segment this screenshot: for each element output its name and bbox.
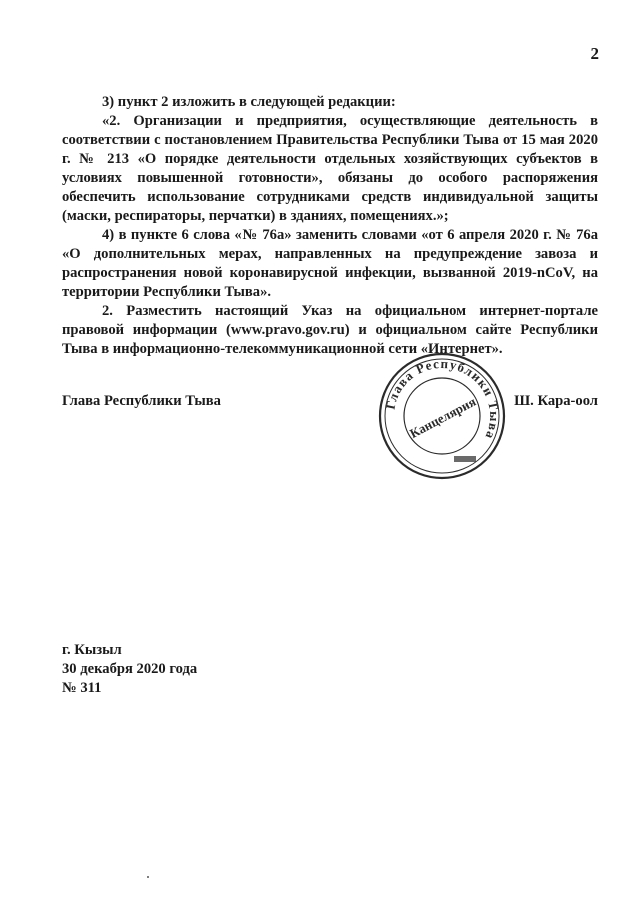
paragraph-quoted-clause: «2. Организации и предприятия, осуществляющие деятельность в соответствии с постановлением Правительства Республики Тыва от 15 мая 2020 г. № 213 «О порядке деятельности отдельных хозяйствующих субъектов в условиях повышенной готовности», обязаны до особого распоряжения обеспечить использование сотрудниками средств индивидуальной защиты (маски, респираторы, перчатки) в зданиях, помещениях.»; xyxy=(62,113,598,224)
document-body xyxy=(62,93,598,359)
signatory-position: Глава Республики Тыва xyxy=(62,393,221,409)
document-footer xyxy=(62,641,197,698)
issue-date: 30 декабря 2020 года xyxy=(62,661,198,677)
page-number: 2 xyxy=(590,44,599,63)
paragraph-publication: 2. Разместить настоящий Указ на официальном интернет-портале правовой информации (www.pravo.gov.ru) и официальном сайте Республики Тыва в информационно-телекоммуникационной сети «Интернет». xyxy=(62,303,598,357)
signatory-name: Ш. Кара-оол xyxy=(514,393,598,409)
scan-speck xyxy=(147,876,149,878)
paragraph-item-4: 4) в пункте 6 слова «№ 76а» заменить словами «от 6 апреля 2020 г. № 76а «О дополнительных мерах, направленных на предупреждение завоза и распространения новой коронавирусной инфекции, вызванной 2019-nCoV, на территории Республики Тыва». xyxy=(62,227,598,300)
official-stamp xyxy=(378,352,506,480)
stamp-ring-text: Глава Республики Тыва xyxy=(382,355,503,443)
stamp-center-text: Канцелярия xyxy=(407,393,479,441)
issue-city: г. Кызыл xyxy=(62,642,122,658)
document-number: № 311 xyxy=(62,680,102,696)
paragraph-item-3: 3) пункт 2 изложить в следующей редакции: xyxy=(102,94,396,110)
